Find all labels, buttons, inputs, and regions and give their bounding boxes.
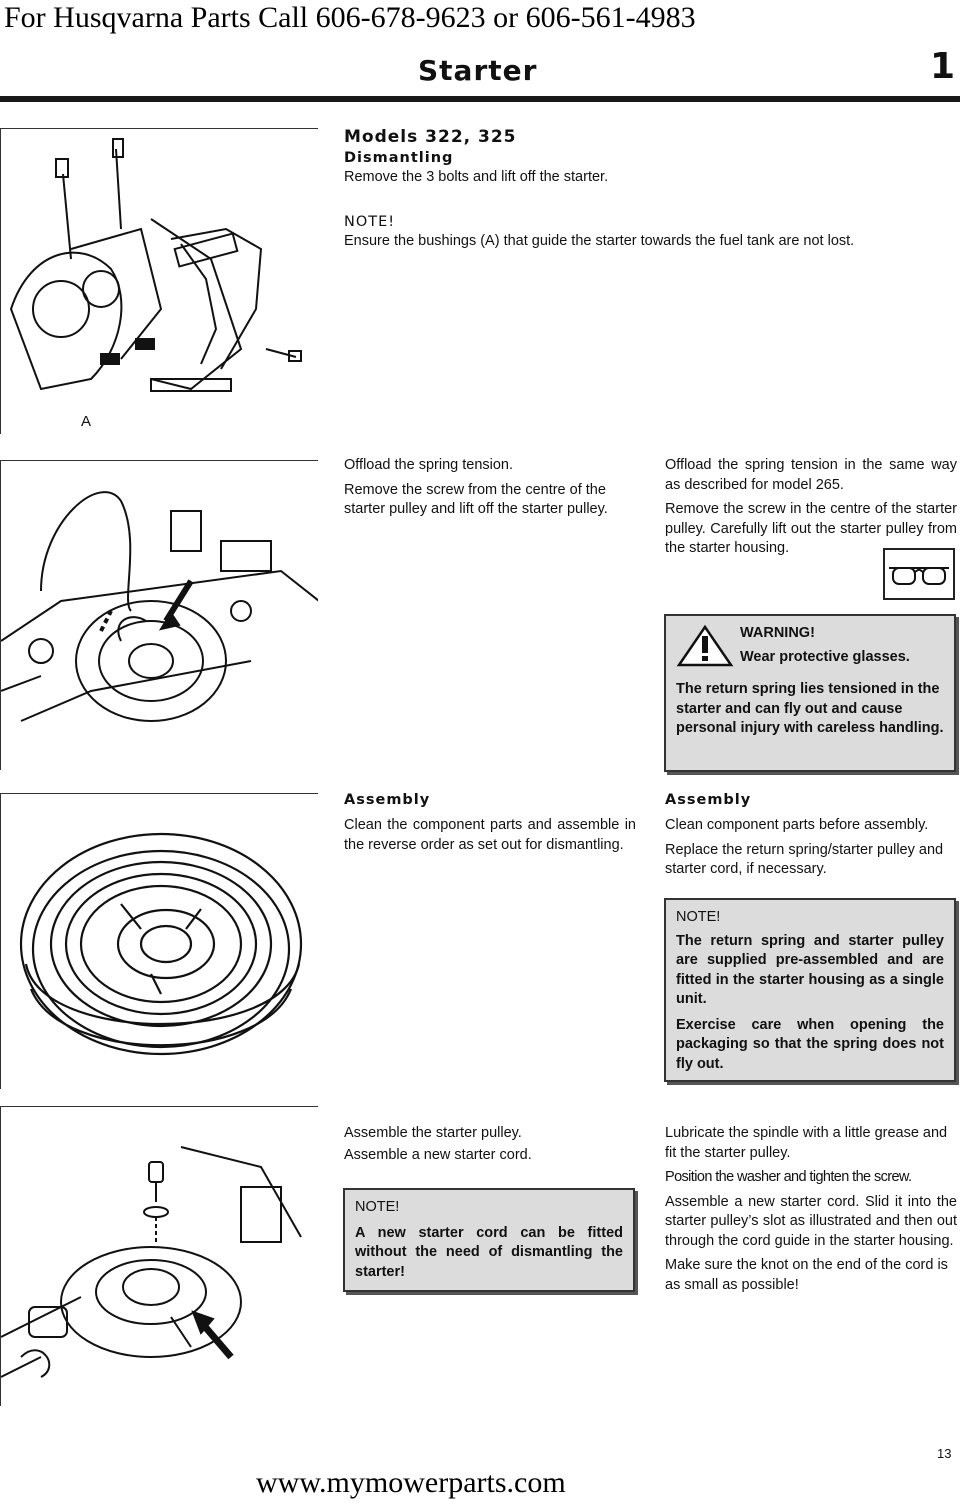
page-title: Starter bbox=[418, 54, 538, 87]
assemble-pulley-text: Assemble the starter pulley. bbox=[344, 1125, 522, 1141]
starter-removal-illustration bbox=[1, 129, 318, 434]
clean-parts-text: Clean component parts before assembly. bbox=[665, 817, 929, 833]
page-number: 13 bbox=[937, 1446, 952, 1461]
offload-text: Offload the spring tension. bbox=[344, 457, 514, 473]
note-text: Ensure the bushings (A) that guide the starter towards the fuel tank are not lost. bbox=[344, 233, 855, 249]
offload-265-text: Offload the spring tension in the same way as described for model 265. bbox=[665, 457, 957, 493]
starter-cord-figure bbox=[0, 1106, 318, 1406]
position-washer-text: Position the washer and tighten the screw. bbox=[665, 1169, 912, 1185]
warning-triangle-icon bbox=[676, 624, 734, 668]
note-box-text-1: The return spring and starter pulley are supplied pre-assembled and are fitted in the starter housing as a single unit. bbox=[676, 932, 944, 1007]
assemble-cord-text: Assemble a new starter cord. bbox=[344, 1146, 532, 1163]
warning-title: WARNING! bbox=[740, 625, 815, 641]
note-cord-text: A new starter cord can be fitted without the need of dismantling the starter! bbox=[355, 1224, 623, 1280]
assembly-heading: Assembly bbox=[344, 792, 431, 808]
starter-removal-figure bbox=[0, 128, 318, 434]
warning-box bbox=[664, 614, 956, 772]
offload-left bbox=[344, 456, 639, 525]
lubricate-right bbox=[665, 1124, 957, 1300]
assemble-cord-instructions: Assemble a new starter cord. Slid it into the starter pulley’s slot as illustrated and then out through the cord guide in the starter housing. bbox=[665, 1193, 957, 1249]
parts-banner: For Husqvarna Parts Call 606-678-9623 or 606-561-4983 bbox=[4, 1, 696, 34]
footer-url[interactable]: www.mymowerparts.com bbox=[256, 1466, 566, 1499]
pulley-removal-figure bbox=[0, 460, 318, 770]
knot-text: Make sure the knot on the end of the cord is as small as possible! bbox=[665, 1257, 948, 1293]
note-box-spring bbox=[664, 898, 956, 1082]
header-rule bbox=[0, 96, 960, 102]
section-models-322-325 bbox=[344, 126, 944, 257]
warning-subtitle: Wear protective glasses. bbox=[740, 648, 910, 665]
bushing-label: A bbox=[81, 413, 92, 430]
remove-screw-265-text: Remove the screw in the centre of the starter pulley. Carefully lift out the starter pulley from the starter housing. bbox=[665, 501, 957, 556]
remove-screw-text: Remove the screw from the centre of the starter pulley and lift off the starter pulley. bbox=[344, 481, 608, 517]
note-label: NOTE! bbox=[344, 213, 396, 230]
assembly-left bbox=[344, 790, 636, 860]
lubricate-text: Lubricate the spindle with a little grease and fit the starter pulley. bbox=[665, 1125, 948, 1161]
note-box-cord bbox=[343, 1188, 635, 1292]
assembly-heading-right: Assembly bbox=[665, 792, 752, 808]
section-subheading: Dismantling bbox=[344, 150, 454, 166]
assemble-pulley-left bbox=[344, 1124, 636, 1170]
pulley-assembly-illustration bbox=[1, 794, 318, 1089]
assembly-text: Clean the component parts and assemble in the reverse order as set out for dismantling. bbox=[344, 817, 636, 853]
chapter-number: 1 bbox=[930, 46, 956, 87]
assembly-right bbox=[665, 790, 957, 885]
note-box-text-2: Exercise care when opening the packaging so that the spring does not fly out. bbox=[676, 1016, 944, 1072]
pulley-assembly-figure bbox=[0, 793, 318, 1089]
pulley-removal-illustration bbox=[1, 461, 318, 770]
note-box-label: NOTE! bbox=[676, 909, 721, 925]
protective-glasses-icon bbox=[883, 548, 955, 600]
section-heading: Models 322, 325 bbox=[344, 127, 517, 147]
note-cord-label: NOTE! bbox=[355, 1199, 400, 1215]
warning-text: The return spring lies tensioned in the starter and can fly out and cause personal injury with careless handling. bbox=[676, 681, 944, 736]
dismantling-text: Remove the 3 bolts and lift off the starter. bbox=[344, 169, 609, 185]
starter-cord-illustration bbox=[1, 1107, 318, 1406]
replace-spring-text: Replace the return spring/starter pulley and starter cord, if necessary. bbox=[665, 841, 944, 877]
